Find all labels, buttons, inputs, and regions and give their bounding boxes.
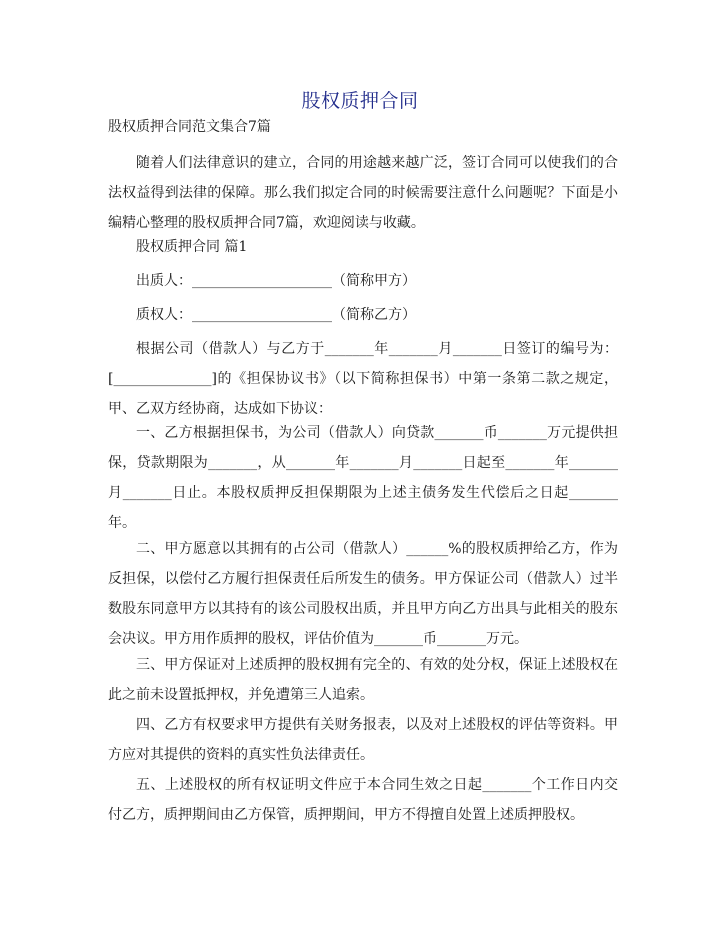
pledgee-line: 质权人：____________________（简称乙方） <box>136 307 416 323</box>
clause-preamble: 根据公司（借款人）与乙方于_______年_______月_______日签订的编号为：[______________]的《担保协议书》（以下简称担保书）中第一条第二款之规定，甲、乙双方经协商，达成如下协议： <box>108 341 618 417</box>
clause-3: 三、甲方保证对上述质押的股权拥有完全的、有效的处分权，保证上述股权在此之前未设置抵押权，并免遭第三人追索。 <box>108 657 618 703</box>
clause-1: 一、乙方根据担保书，为公司（借款人）向贷款_______币_______万元提供担保，贷款期限为_______，从_______年_______月_______日起至_______年_______月_______日止。本股权质押反担保期限为上述主债务发生代偿后之日起_______年。 <box>108 425 618 531</box>
clause-5: 五、上述股权的所有权证明文件应于本合同生效之日起_______个工作日内交付乙方，质押期间由乙方保管，质押期间，甲方不得擅自处置上述质押股权。 <box>108 777 618 823</box>
intro-paragraph: 随着人们法律意识的建立，合同的用途越来越广泛，签订合同可以使我们的合法权益得到法律的保障。那么我们拟定合同的时候需要注意什么问题呢？下面是小编精心整理的股权质押合同7篇，欢迎阅读与收藏。 <box>108 155 618 231</box>
section-heading: 股权质押合同 篇1 <box>136 239 248 255</box>
document-subtitle: 股权质押合同范文集合7篇 <box>108 119 271 135</box>
page-title: 股权质押合同 <box>301 90 419 112</box>
clause-2: 二、甲方愿意以其拥有的占公司（借款人）______%的股权质押给乙方，作为反担保，以偿付乙方履行担保责任后所发生的债务。甲方保证公司（借款人）过半数股东同意甲方以其持有的该公司股权出质，并且甲方向乙方出具与此相关的股东会决议。甲方用作质押的股权，评估价值为_______币_______万元。 <box>108 541 618 647</box>
clause-4: 四、乙方有权要求甲方提供有关财务报表，以及对上述股权的评估等资料。甲方应对其提供的资料的真实性负法律责任。 <box>108 717 618 763</box>
pledgor-line: 出质人：____________________（简称甲方） <box>136 273 416 289</box>
